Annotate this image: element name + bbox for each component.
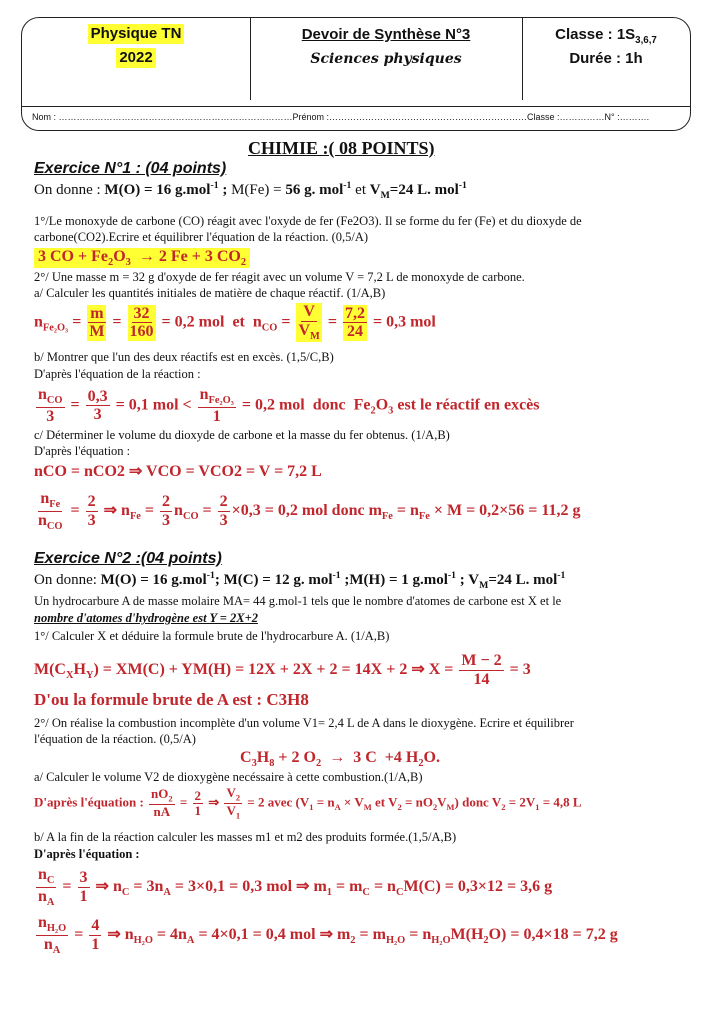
ex2-title: Exercice N°2 :(04 points) [34,550,222,567]
exam-title: Devoir de Synthèse N°3 [301,26,471,43]
section-title: CHIMIE :( 08 POINTS) [248,138,435,158]
class-label: Classe : 1S [555,26,636,43]
ex1-title: Exercice N°1 : (04 points) [34,160,227,177]
ex2-qb: b/ A la fin de la réaction calculer les masses m1 et m2 des produits formée.(1,5/A,B) [34,830,457,844]
ex1-q1b: carbone(CO2).Ecrire et équilibrer l'équation de la réaction. (0,5/A) [34,230,369,244]
ex1-excess: $\frac{n_{CO}}{3}$ = $\frac{0,3}{3}$ = 0,1 mol < $\frac{n_{Fe_2O_3}}{1}$ = 0,2 mol donc $Fe_2O_3$ est le réactif en excès [38,386,540,425]
ex1-equation: 3 CO + $Fe_2O_3 \to 2$ Fe + 3 $CO_2$ [34,248,250,268]
ex1-mass: $\frac{n_{Fe}}{n_{CO}}$ = $\frac{2}{3}$ ⇒ $n_{Fe}$ = $\frac{2}{3}$ $n_{CO}$ = $\frac{2}{3}$ ×0,3 = 0,2 mol donc $m_{Fe} = n_{Fe} \times M = 0,2\times 56 = 11,2$ g [38,490,581,532]
ex2-q1: 1°/ Calculer X et déduire la formule brute de l'hydrocarbure A. (1/A,B) [34,629,390,643]
ex1-given: On donne : M(O) = 16 g.mol$^{-1}$ ; M(Fe) = 56 g. mol$^{-1}$ et $V_M=24$ L. mol$^{-1}$ [34,180,467,201]
student-id-line: Nom : ……………………………………………………………………Prénom :…………………………………………………………Classe :……………N° :………. [22,106,690,127]
ex2-mc: $\frac{n_C}{n_A}$ = $\frac{3}{1}$ ⇒ $n_C = 3n_A = 3\times 0,1 = 0,3$ mol ⇒ $m_1 = m_C = n_CM(C) = 0,3\times 12 = 3,6$ g [38,866,553,908]
ex1-q1: 1°/Le monoxyde de carbone (CO) réagit avec l'oxyde de fer (Fe2O3). Il se forme du fer (Fe) et du dioxyde de [34,214,582,228]
ex2-intro2: nombre d'atomes d'hydrogène est Y = 2X+2 [34,611,258,625]
ex1-nA: $n_{Fe_2O_3}$ = $\frac{m}{M}$ = $\frac{32}{160}$ = 0,2 mol et $n_{CO}$ = $\frac{V}{V_M}$ = $\frac{7,2}{24}$ = 0,3 mol [34,303,436,342]
ex1-qa: a/ Calculer les quantités initiales de matière de chaque réactif. (1/A,B) [34,286,386,300]
ex1-qc: c/ Déterminer le volume du dioxyde de carbone et la masse du fer obtenus. (1/A,B) [34,428,450,442]
ex2-q2b: l'équation de la réaction. (0,5/A) [34,732,196,746]
duration: Durée : 1h [569,50,643,67]
year: 2022 [116,48,155,68]
ex2-given: On donne: M(O) = 16 g.mol$^{-1}$; M(C) = 12 g. mol$^{-1}$ ;M(H) = 1 g.mol$^{-1}$ ; $V_M=24$ L. mol$^{-1}$ [34,570,566,591]
ex1-volume: nCO = nCO2 ⇒ VCO = VCO2 = V = 7,2 L [34,463,322,480]
ex2-formula: D'ou la formule brute de A est : C3H8 [34,690,309,709]
ex1-txt-eq: D'après l'équation de la réaction : [34,367,201,381]
class-sub: 3,6,7 [635,35,657,46]
header-class [522,18,690,100]
site-name: Physique TN [88,24,185,44]
ex1-q2: 2°/ Une masse m = 32 g d'oxyde de fer réagit avec un volume V = 7,2 L de monoxyde de carbone. [34,270,525,284]
header-box [21,17,691,131]
subject: Sciences physiques [310,51,462,67]
ex2-intro: Un hydrocarbure A de masse molaire MA= 44 g.mol-1 tels que le nombre d'atomes de carbone est X et le [34,594,562,608]
ex2-va: D'après l'équation : $\frac{nO_2}{nA}$ = $\frac{2}{1}$ ⇒ $\frac{V_2}{V_1}$ = 2 avec ($V_1 = n_A \times V_M$ et $V_2 = nO_2V_M$) donc $V_2 = 2V_1 = 4,8$ L [34,785,582,821]
ex1-qb: b/ Montrer que l'un des deux réactifs est en excès. (1,5/C,B) [34,350,334,364]
header-title [250,18,523,100]
ex2-qa: a/ Calculer le volume V2 de dioxygène necéssaire à cette combustion.(1/A,B) [34,770,423,784]
ex2-calc: $M(C_XH_Y) = XM(C) + YM(H) = 12X + 2X + 2 = 14X + 2$ ⇒ X = $\frac{M - 2}{14}$ = 3 [34,652,531,688]
ex2-mh: $\frac{n_{H_2O}}{n_A}$ = $\frac{4}{1}$ ⇒ $n_{H_2O} = 4n_A = 4\times 0,1 = 0,4$ mol ⇒ $m_2 = m_{H_2O} = n_{H_2O}M(H_2O) = 0,4\times 18 = 7,2$ g [38,914,618,956]
ex1-txt-eq2: D'après l'équation : [34,444,131,458]
ex2-q2: 2°/ On réalise la combustion incomplète d'un volume V1= 2,4 L de A dans le dioxygène. Ecrire et équilibrer [34,716,574,730]
header-site [22,18,251,100]
ex2-equation: $C_3H_8 + 2$ $O_2 \to 3$ C +4 $H_2O$. [240,749,440,770]
ex2-txt: D'après l'équation : [34,847,140,861]
